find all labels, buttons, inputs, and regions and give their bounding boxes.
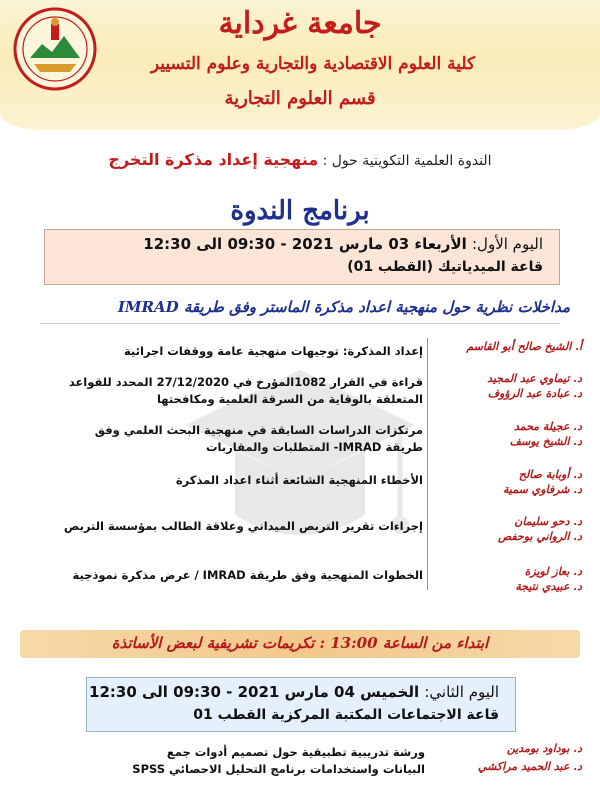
- day1-venue: قاعة الميدياتيك (القطب 01): [347, 259, 543, 275]
- column-separator: [427, 338, 428, 590]
- session-5-speaker-2: د. الرواني بوحفص: [497, 529, 582, 543]
- day1-date-line: [143, 235, 543, 253]
- day2-venue: قاعة الاجتماعات المكتبة المركزية القطب 01: [193, 707, 499, 723]
- session-2-topic: قراءة في القرار 1082المؤرخ في 27/12/2020 المحدد للقواعد المتعلقة بالوقاية من السرقة العلمية ومكافحتها: [68, 375, 423, 406]
- session-3-speakers: [432, 420, 582, 450]
- session-1-topic: إعداد المذكرة: توجيهات منهجية عامة ووقفات اجرائية: [123, 344, 423, 358]
- session-6-speaker-1: د. بعاز لويزة: [524, 565, 582, 578]
- session-3-topic: مرتكزات الدراسات السابقة في منهجية البحث العلمي وفق طريقة IMRAD- المتطلبات والمقاربات: [94, 423, 423, 454]
- session-6-speakers: [432, 565, 582, 595]
- day1-date: الأربعاء 03 مارس 2021 - 09:30 الى 12:30: [143, 235, 467, 253]
- university-logo-icon: [12, 6, 98, 92]
- section-divider: [40, 323, 560, 324]
- day2-label: اليوم الثاني:: [424, 683, 499, 701]
- workshop-speakers: [442, 740, 582, 775]
- program-title: برنامج الندوة: [230, 196, 370, 226]
- session-5-speakers: [432, 515, 582, 545]
- faculty-name: كلية العلوم الاقتصادية والتجارية وعلوم التسيير: [150, 54, 476, 74]
- session-6-speaker-2: د. عبيدي نتيجة: [515, 579, 582, 593]
- session-4-speakers: [432, 468, 582, 498]
- ceremony-banner: [20, 630, 580, 658]
- session-4-speaker-2: د. شرفاوي سمية: [503, 482, 582, 496]
- session-1-speaker-1: أ. الشيخ صالح أبو القاسم: [466, 340, 582, 353]
- session-6-topic: الخطوات المنهجية وفق طريقة IMRAD / عرض مذكرة نموذجية: [72, 568, 423, 582]
- session-2-speakers: [432, 372, 582, 402]
- session-3-speaker-1: د. عجيلة محمد: [513, 420, 582, 433]
- workshop-speaker-2: د. عبد الحميد مراكشي: [477, 759, 582, 773]
- session-3-speaker-2: د. الشيخ يوسف: [509, 434, 582, 448]
- session-4-speaker-1: د. أوبابة صالح: [518, 468, 582, 481]
- seminar-topic: منهجية إعداد مذكرة التخرج: [108, 150, 319, 169]
- day2-date-line: [89, 683, 499, 701]
- day1-label: اليوم الأول:: [472, 235, 543, 253]
- workshop-topic: ورشة تدريبية تطبيقية حول تصميم أدوات جمع البيانات واستخدامات برنامج التحليل الاحصائي SPSS: [132, 745, 425, 776]
- session-5-speaker-1: د. دحو سليمان: [514, 515, 582, 528]
- session-2-speaker-2: د. عبادة عبد الرؤوف: [487, 386, 582, 400]
- section-title: مداخلات نظرية حول منهجية اعداد مذكرة الماستر وفق طريقة IMRAD: [117, 298, 570, 316]
- day1-box: [44, 229, 560, 285]
- session-4-topic: الأخطاء المنهجية الشائعة أثناء اعداد المذكرة: [175, 473, 423, 487]
- session-1-speakers: [432, 340, 582, 355]
- workshop-speaker-1: د. بوداود بومدين: [506, 742, 582, 755]
- seminar-line: [0, 150, 600, 169]
- day2-box: [86, 677, 516, 732]
- session-2-speaker-1: د. تيماوي عبد المجيد: [487, 372, 582, 385]
- ceremony-text: ابتداء من الساعة 13:00 : تكريمات تشريفية لبعض الأساتذة: [111, 634, 489, 652]
- seminar-prefix: الندوة العلمية التكوينية حول :: [322, 153, 492, 169]
- department-name: قسم العلوم التجارية: [224, 88, 376, 109]
- header-banner: [0, 0, 600, 130]
- university-name: جامعة غرداية: [218, 6, 382, 41]
- day2-date: الخميس 04 مارس 2021 - 09:30 الى 12:30: [89, 683, 420, 701]
- session-5-topic: إجراءات تقرير التربص الميداني وعلاقة الطالب بمؤسسة التربص: [63, 519, 423, 533]
